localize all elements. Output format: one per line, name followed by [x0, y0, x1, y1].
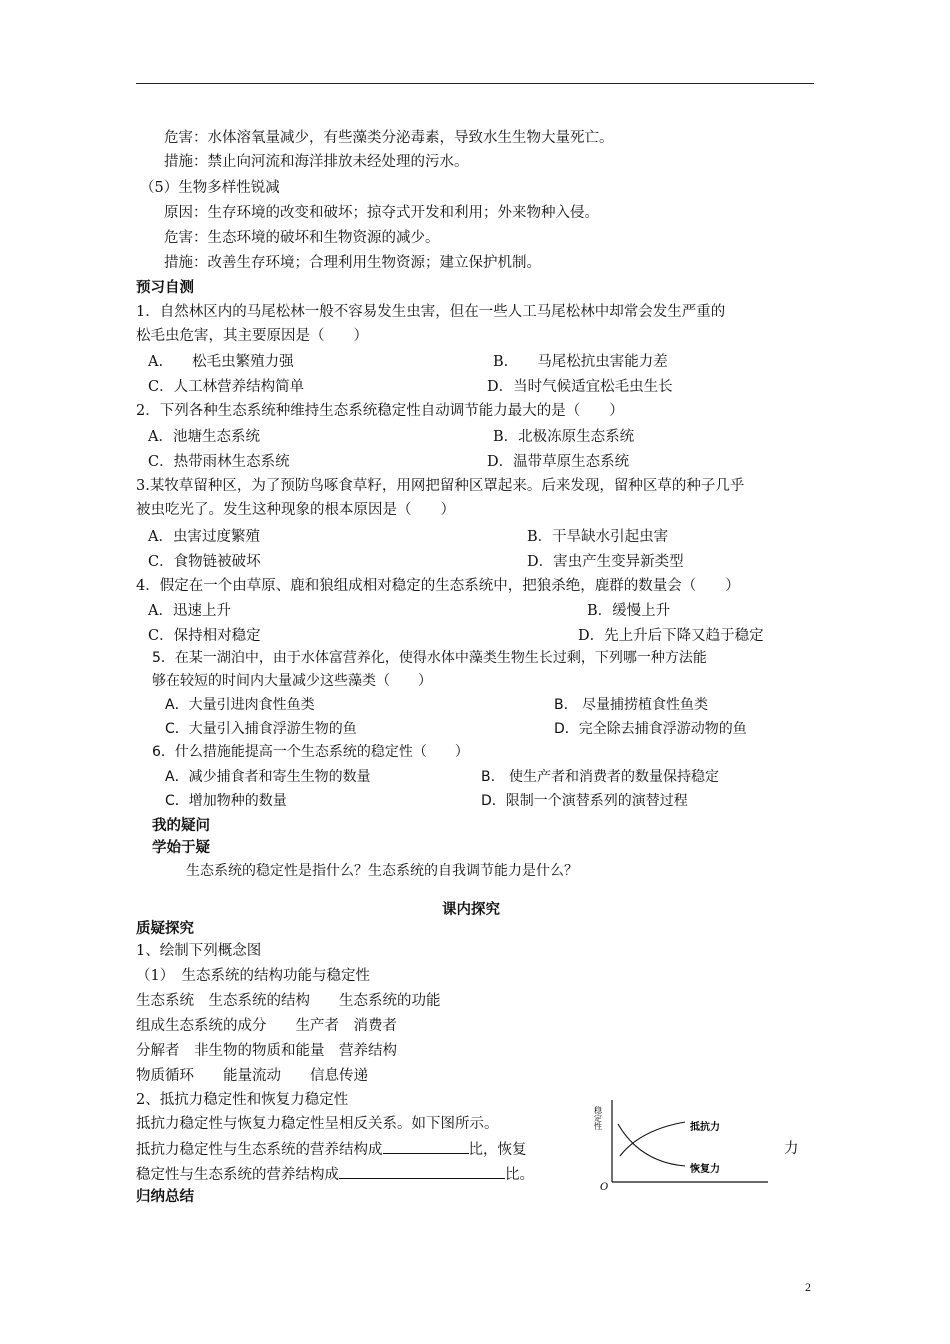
fill-line-1-end: 力 — [784, 1141, 799, 1157]
q3-option-d: D．害虫产生变异新类型 — [527, 554, 684, 570]
learn-heading: 学始于疑 — [152, 840, 210, 856]
fill-line-1-text: 抵抗力稳定性与生态系统的营养结构成 — [136, 1142, 383, 1158]
q3-option-b: B．干旱缺水引起虫害 — [527, 529, 669, 545]
fill-line-1 — [136, 1139, 527, 1160]
page-number: 2 — [805, 1280, 811, 1294]
q5-option-d: D．完全除去捕食浮游动物的鱼 — [554, 721, 747, 737]
q6-option-d: D．限制一个演替系列的演替过程 — [481, 793, 688, 809]
q3-option-c: C．食物链被破坏 — [148, 554, 261, 570]
q2-stem: 2．下列各种生态系统种维持生态系统稳定性自动调节能力最大的是（ ） — [136, 403, 624, 419]
q5-stem-line1: 5．在某一湖泊中，由于水体富营养化，使得水体中藻类生物生长过剩，下列哪一种方法能 — [152, 650, 707, 666]
fill-line-2 — [136, 1164, 534, 1185]
fill-line-2-text: 稳定性与生态系统的营养结构成 — [136, 1167, 339, 1183]
q3-option-a: A．虫害过度繁殖 — [148, 529, 260, 545]
origin-label: O — [600, 1182, 609, 1192]
summary-heading: 归纳总结 — [136, 1189, 194, 1205]
q6-option-c: C．增加物种的数量 — [165, 793, 287, 809]
stability-graph — [590, 1096, 772, 1192]
q1-stem-line2: 松毛虫危害，其主要原因是（ ） — [136, 328, 368, 344]
q1-option-c: C．人工林营养结构简单 — [148, 379, 305, 395]
recovery-curve — [618, 1124, 685, 1166]
q2-option-d: D．温带草原生态系统 — [487, 454, 630, 470]
q1-option-b: B. 马尾松抗虫害能力差 — [493, 354, 668, 370]
measure-line-2: 措施：改善生存环境；合理利用生物资源；建立保护机制。 — [164, 255, 541, 271]
q3-stem-line2: 被虫吃光了。发生这种现象的根本原因是（ ） — [136, 502, 455, 518]
q2-option-b: B．北极冻原生态系统 — [493, 429, 635, 445]
cause-line: 原因：生存环境的改变和破坏；掠夺式开发和利用；外来物种入侵。 — [164, 205, 599, 221]
explore-item-1: 1、绘制下列概念图 — [136, 943, 262, 959]
q1-stem-line1: 1．自然林区内的马尾松林一般不容易发生虫害，但在一些人工马尾松林中却常会发生严重的 — [136, 304, 726, 320]
q6-option-a: A．减少捕食者和寄生生物的数量 — [165, 769, 371, 785]
explore-heading: 质疑探究 — [136, 921, 194, 937]
q2-option-c: C．热带雨林生态系统 — [148, 454, 290, 470]
q5-option-b: B. 尽量捕捞植食性鱼类 — [554, 697, 709, 713]
q5-stem-line2: 够在较短的时间内大量减少这些藻类（ ） — [152, 673, 432, 689]
class-title: 课内探究 — [442, 902, 500, 918]
answer-blank-2[interactable] — [339, 1164, 505, 1179]
y-axis-label: 稳定性 — [593, 1106, 603, 1130]
learn-question: 生态系统的稳定性是指什么？生态系统的自我调节能力是什么？ — [186, 863, 578, 879]
concept-row-3: 分解者 非生物的物质和能量 营养结构 — [136, 1043, 397, 1059]
q3-stem-line1: 3.某牧草留种区，为了预防鸟啄食草籽，用网把留种区罩起来。后来发现，留种区草的种子几乎 — [136, 478, 745, 494]
q5-option-a: A．大量引进肉食性鱼类 — [165, 697, 315, 713]
explore-item-2: （1） 生态系统的结构功能与稳定性 — [136, 968, 370, 984]
q4-option-b: B．缓慢上升 — [587, 603, 671, 619]
recovery-label: 恢复力 — [690, 1164, 720, 1175]
q4-option-a: A．迅速上升 — [148, 603, 231, 619]
q4-option-c: C．保持相对稳定 — [148, 628, 261, 644]
explore-item-3: 2、抵抗力稳定性和恢复力稳定性 — [136, 1092, 349, 1108]
q6-option-b: B. 使生产者和消费者的数量保持稳定 — [481, 769, 720, 785]
resistance-curve — [620, 1122, 685, 1156]
concept-row-2: 组成生态系统的成分 生产者 消费者 — [136, 1018, 397, 1034]
header-rule — [136, 83, 814, 84]
my-questions-heading: 我的疑问 — [152, 818, 210, 834]
hazard-line: 危害：水体溶氧量减少，有些藻类分泌毒素，导致水生生物大量死亡。 — [164, 130, 614, 146]
q1-option-d: D．当时气候适宜松毛虫生长 — [487, 379, 673, 395]
biodiversity-heading: （5）生物多样性锐减 — [140, 180, 280, 196]
q1-option-a: A. 松毛虫繁殖力强 — [148, 354, 294, 370]
q2-option-a: A．池塘生态系统 — [148, 429, 260, 445]
measure-line: 措施：禁止向河流和海洋排放未经处理的污水。 — [164, 154, 469, 170]
answer-blank-1[interactable] — [383, 1139, 469, 1154]
q5-option-c: C．大量引入捕食浮游生物的鱼 — [165, 721, 357, 737]
concept-row-1: 生态系统 生态系统的结构 生态系统的功能 — [136, 993, 441, 1009]
fill-line-2-tail: 比。 — [505, 1167, 534, 1183]
q6-stem: 6．什么措施能提高一个生态系统的稳定性（ ） — [152, 744, 469, 760]
q4-option-d: D．先上升后下降又趋于稳定 — [578, 628, 764, 644]
relation-statement: 抵抗力稳定性与恢复力稳定性呈相反关系。如下图所示。 — [136, 1116, 499, 1132]
fill-line-1-tail: 比，恢复 — [468, 1142, 527, 1158]
preview-heading: 预习自测 — [136, 280, 194, 296]
hazard-line-2: 危害：生态环境的破坏和生物资源的减少。 — [164, 230, 440, 246]
resistance-label: 抵抗力 — [690, 1122, 720, 1133]
q4-stem: 4．假定在一个由草原、鹿和狼组成相对稳定的生态系统中，把狼杀绝，鹿群的数量会（ ） — [136, 578, 740, 594]
concept-row-4: 物质循环 能量流动 信息传递 — [136, 1068, 368, 1084]
